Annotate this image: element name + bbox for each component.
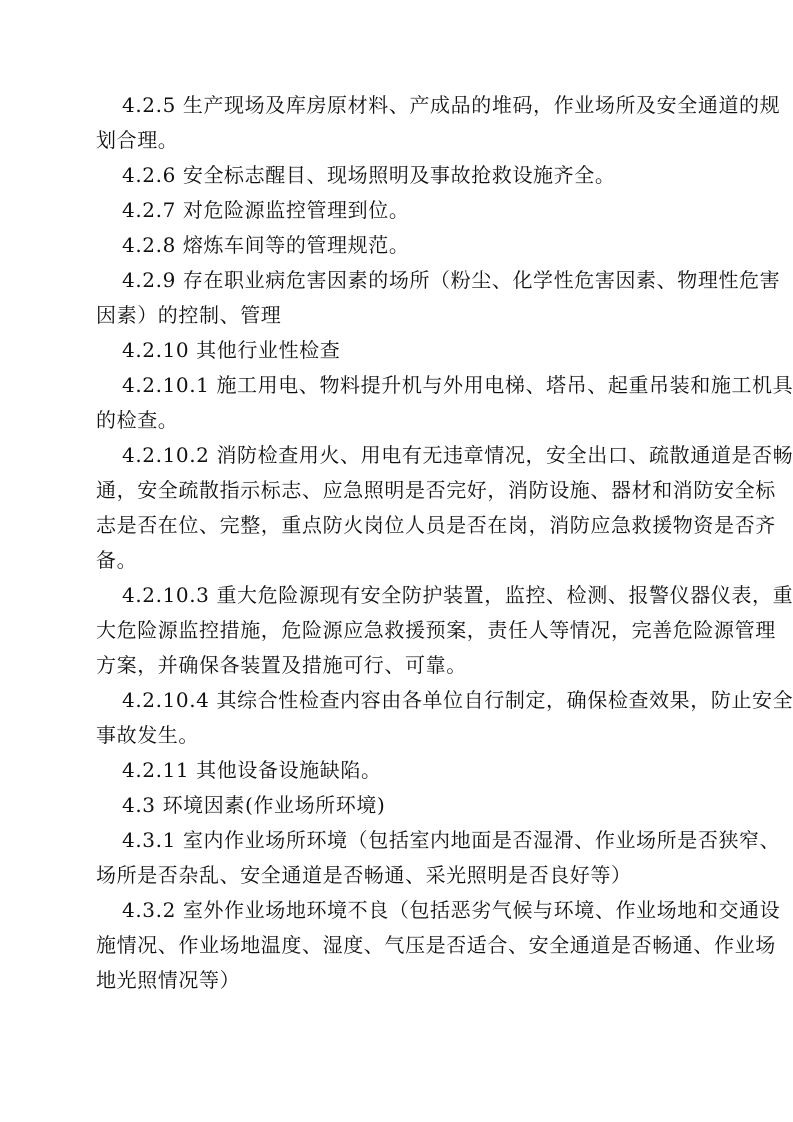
paragraph-4-2-7 [96, 193, 720, 228]
paragraph-4-2-8 [96, 228, 720, 263]
paragraph-4-2-11 [96, 753, 720, 788]
text-line: 4.2.10.2 消防检查用火、用电有无违章情况，安全出口、疏散通道是否畅 [122, 443, 793, 467]
paragraph-4-2-10 [96, 333, 720, 368]
text-line: 4.2.10.1 施工用电、物料提升机与外用电梯、塔吊、起重吊装和施工机具 [122, 373, 793, 397]
text-line: 备。 [96, 548, 138, 572]
text-line: 4.2.10 其他行业性检查 [122, 338, 341, 362]
text-line: 因素）的控制、管理 [96, 303, 282, 327]
text-line: 划合理。 [96, 128, 179, 152]
paragraph-4-2-10-4 [96, 683, 793, 753]
text-line: 4.2.11 其他设备设施缺陷。 [122, 758, 382, 782]
text-line: 4.2.7 对危险源监控管理到位。 [122, 198, 410, 222]
text-line: 志是否在位、完整，重点防火岗位人员是否在岗，消防应急救援物资是否齐 [96, 513, 776, 537]
text-line: 4.2.10.3 重大危险源现有安全防护装置，监控、检测、报警仪器仪表，重 [122, 583, 793, 607]
text-line: 4.2.9 存在职业病危害因素的场所（粉尘、化学性危害因素、物理性危害 [122, 268, 781, 292]
text-line: 4.3 环境因素(作业场所环境) [122, 793, 386, 817]
text-line: 方案，并确保各装置及措施可行、可靠。 [96, 653, 467, 677]
text-line: 4.3.2 室外作业场地环境不良（包括恶劣气候与环境、作业场地和交通设 [122, 898, 781, 922]
text-line: 的检查。 [96, 408, 179, 432]
paragraph-4-2-5 [96, 88, 781, 158]
paragraph-4-3-2 [96, 893, 781, 998]
text-line: 场所是否杂乱、安全通道是否畅通、采光照明是否良好等） [96, 863, 632, 887]
text-line: 4.2.5 生产现场及库房原材料、产成品的堆码，作业场所及安全通道的规 [122, 93, 781, 117]
paragraph-4-3 [96, 788, 720, 823]
text-line: 事故发生。 [96, 723, 199, 747]
document-page [96, 88, 793, 998]
paragraph-4-2-10-3 [96, 578, 793, 683]
paragraph-4-2-9 [96, 263, 781, 333]
text-line: 通，安全疏散指示标志、应急照明是否完好，消防设施、器材和消防安全标 [96, 478, 776, 502]
paragraph-4-2-10-1 [96, 368, 793, 438]
text-line: 4.2.8 熔炼车间等的管理规范。 [122, 233, 410, 257]
paragraph-4-2-10-2 [96, 438, 793, 578]
text-line: 大危险源监控措施，危险源应急救援预案，责任人等情况，完善危险源管理 [96, 618, 776, 642]
text-line: 施情况、作业场地温度、湿度、气压是否适合、安全通道是否畅通、作业场 [96, 933, 776, 957]
text-line: 4.2.10.4 其综合性检查内容由各单位自行制定，确保检查效果，防止安全 [122, 688, 793, 712]
paragraph-4-2-6 [96, 158, 720, 193]
text-line: 地光照情况等） [96, 968, 241, 992]
paragraph-4-3-1 [96, 823, 781, 893]
text-line: 4.3.1 室内作业场所环境（包括室内地面是否湿滑、作业场所是否狭窄、 [122, 828, 781, 852]
text-line: 4.2.6 安全标志醒目、现场照明及事故抢救设施齐全。 [122, 163, 616, 187]
